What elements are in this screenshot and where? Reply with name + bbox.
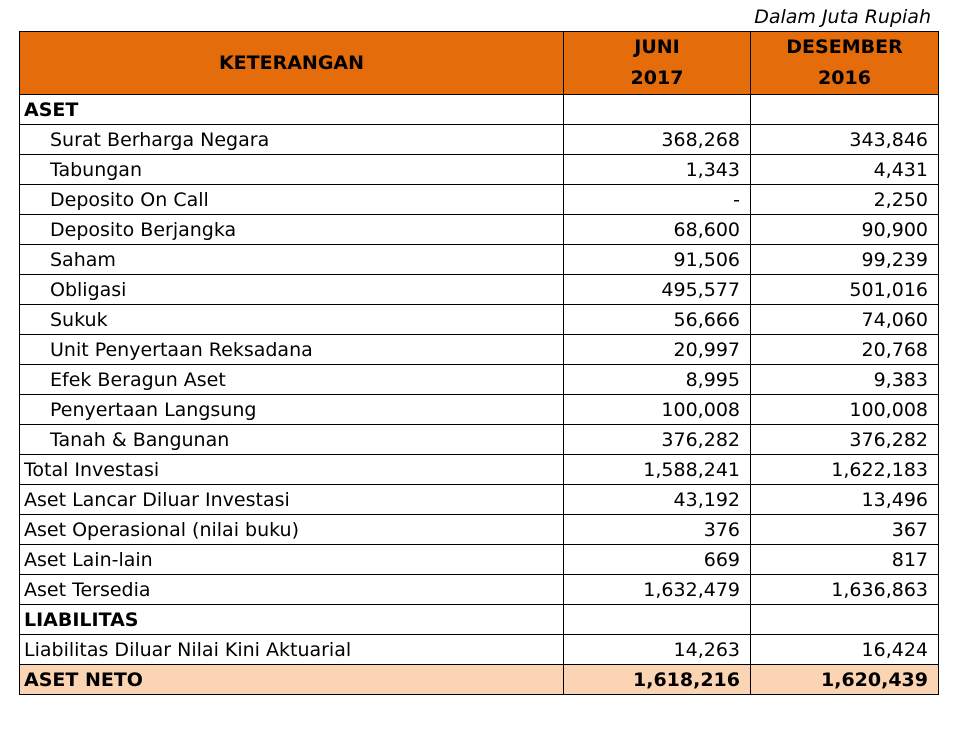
value-desember-2016 xyxy=(751,605,939,635)
value-juni-2017: 100,008 xyxy=(564,395,751,425)
table-row xyxy=(20,485,939,515)
table-row xyxy=(20,425,939,455)
row-label: Sukuk xyxy=(20,305,564,335)
row-label: Tabungan xyxy=(20,155,564,185)
value-juni-2017 xyxy=(564,95,751,125)
header-2016-label: 2016 xyxy=(818,67,871,89)
value-juni-2017: 14,263 xyxy=(564,635,751,665)
value-juni-2017: 495,577 xyxy=(564,275,751,305)
header-juni-2017 xyxy=(564,32,751,95)
row-label: LIABILITAS xyxy=(20,605,564,635)
value-juni-2017: 376 xyxy=(564,515,751,545)
value-desember-2016: 2,250 xyxy=(751,185,939,215)
row-label: Total Investasi xyxy=(20,455,564,485)
row-label: Surat Berharga Negara xyxy=(20,125,564,155)
table-row xyxy=(20,455,939,485)
financial-table xyxy=(19,31,939,695)
value-juni-2017: 91,506 xyxy=(564,245,751,275)
header-2017-label: 2017 xyxy=(630,67,684,89)
value-desember-2016: 74,060 xyxy=(751,305,939,335)
table-header-row xyxy=(20,32,939,95)
table-row xyxy=(20,515,939,545)
table-row xyxy=(20,305,939,335)
header-keterangan: KETERANGAN xyxy=(20,32,564,95)
value-desember-2016: 4,431 xyxy=(751,155,939,185)
value-desember-2016: 13,496 xyxy=(751,485,939,515)
table-row xyxy=(20,575,939,605)
row-label: ASET xyxy=(20,95,564,125)
row-label: ASET NETO xyxy=(20,665,564,695)
header-juni-label: JUNI xyxy=(634,36,680,58)
value-desember-2016: 343,846 xyxy=(751,125,939,155)
header-desember-2016 xyxy=(751,32,939,95)
value-desember-2016: 501,016 xyxy=(751,275,939,305)
value-juni-2017: 669 xyxy=(564,545,751,575)
row-label: Aset Lancar Diluar Investasi xyxy=(20,485,564,515)
value-desember-2016: 1,620,439 xyxy=(751,665,939,695)
row-label: Obligasi xyxy=(20,275,564,305)
value-juni-2017: - xyxy=(564,185,751,215)
table-row xyxy=(20,335,939,365)
row-label: Tanah & Bangunan xyxy=(20,425,564,455)
value-juni-2017: 68,600 xyxy=(564,215,751,245)
unit-note: Dalam Juta Rupiah xyxy=(754,6,931,28)
value-desember-2016: 9,383 xyxy=(751,365,939,395)
row-label: Liabilitas Diluar Nilai Kini Aktuarial xyxy=(20,635,564,665)
table-row xyxy=(20,155,939,185)
value-desember-2016: 100,008 xyxy=(751,395,939,425)
table-row xyxy=(20,395,939,425)
value-desember-2016: 16,424 xyxy=(751,635,939,665)
row-label: Penyertaan Langsung xyxy=(20,395,564,425)
table-row xyxy=(20,545,939,575)
value-juni-2017: 376,282 xyxy=(564,425,751,455)
value-juni-2017: 1,343 xyxy=(564,155,751,185)
value-desember-2016: 90,900 xyxy=(751,215,939,245)
value-juni-2017: 1,618,216 xyxy=(564,665,751,695)
row-label: Efek Beragun Aset xyxy=(20,365,564,395)
table-row xyxy=(20,95,939,125)
table-row xyxy=(20,185,939,215)
value-juni-2017: 1,632,479 xyxy=(564,575,751,605)
table-row xyxy=(20,215,939,245)
value-desember-2016: 20,768 xyxy=(751,335,939,365)
table-row xyxy=(20,245,939,275)
value-desember-2016: 1,636,863 xyxy=(751,575,939,605)
value-desember-2016: 817 xyxy=(751,545,939,575)
table-row xyxy=(20,125,939,155)
value-desember-2016: 367 xyxy=(751,515,939,545)
row-label: Deposito Berjangka xyxy=(20,215,564,245)
table-row xyxy=(20,605,939,635)
row-label: Aset Operasional (nilai buku) xyxy=(20,515,564,545)
value-juni-2017: 1,588,241 xyxy=(564,455,751,485)
total-row xyxy=(20,665,939,695)
value-desember-2016: 99,239 xyxy=(751,245,939,275)
value-juni-2017: 8,995 xyxy=(564,365,751,395)
value-juni-2017: 56,666 xyxy=(564,305,751,335)
value-desember-2016: 376,282 xyxy=(751,425,939,455)
table-row xyxy=(20,275,939,305)
row-label: Aset Tersedia xyxy=(20,575,564,605)
row-label: Deposito On Call xyxy=(20,185,564,215)
value-juni-2017: 43,192 xyxy=(564,485,751,515)
table-row xyxy=(20,365,939,395)
value-desember-2016 xyxy=(751,95,939,125)
header-desember-label: DESEMBER xyxy=(786,36,903,58)
row-label: Saham xyxy=(20,245,564,275)
row-label: Aset Lain-lain xyxy=(20,545,564,575)
value-juni-2017: 368,268 xyxy=(564,125,751,155)
row-label: Unit Penyertaan Reksadana xyxy=(20,335,564,365)
value-juni-2017 xyxy=(564,605,751,635)
table-row xyxy=(20,635,939,665)
value-desember-2016: 1,622,183 xyxy=(751,455,939,485)
value-juni-2017: 20,997 xyxy=(564,335,751,365)
